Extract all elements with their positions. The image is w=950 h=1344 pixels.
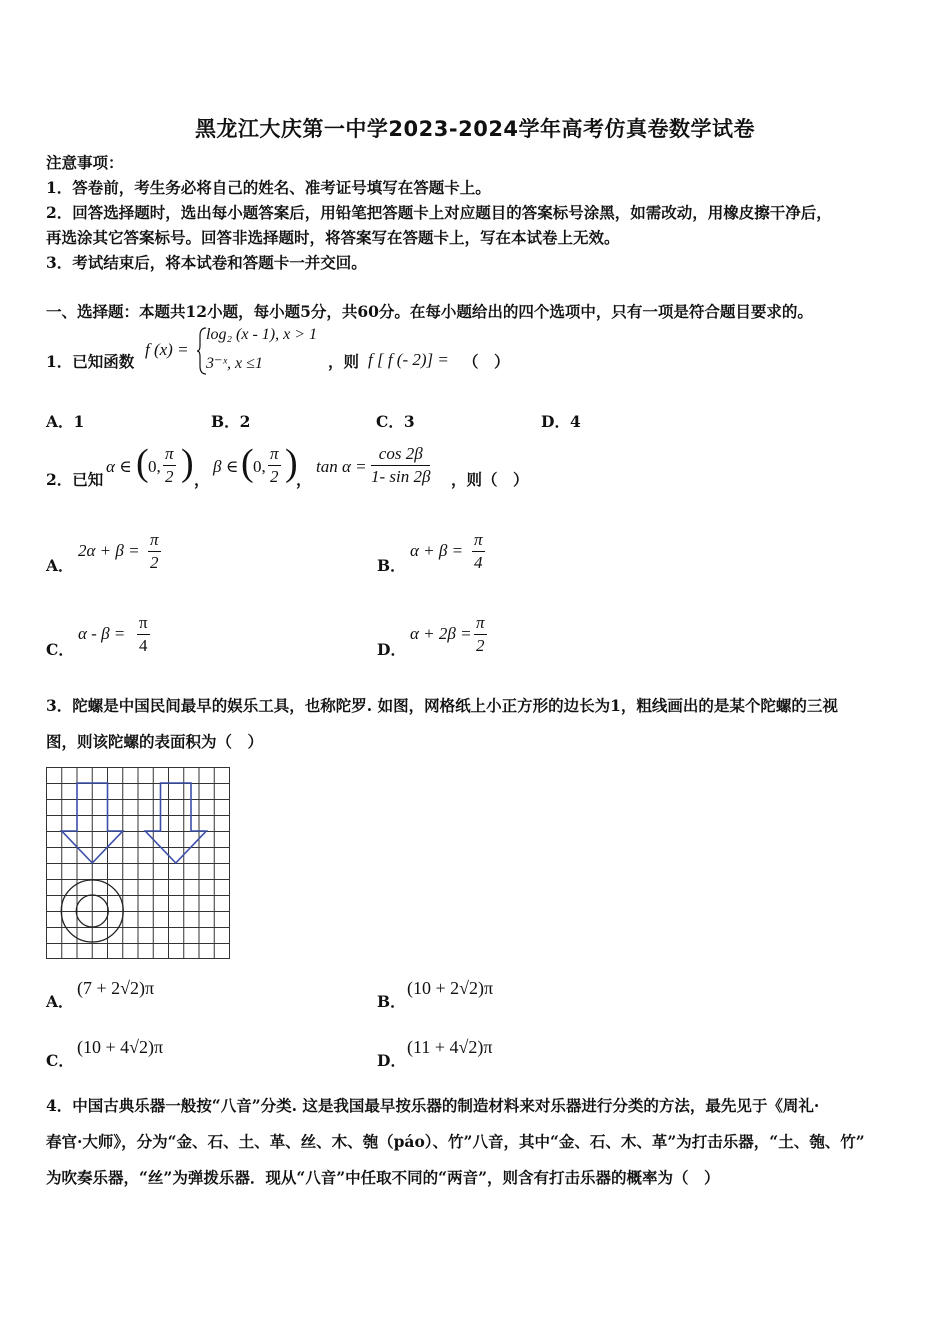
q1-option-b: B．2 bbox=[211, 412, 251, 431]
q2-option-a: A． bbox=[46, 556, 74, 575]
q1-fx: f (x) = bbox=[145, 340, 189, 359]
q2-comma: ， bbox=[194, 470, 210, 489]
q2-paren-left: ( bbox=[136, 442, 149, 484]
q2-option-d: D． bbox=[377, 640, 406, 659]
q3-text: 3．陀螺是中国民间最早的娱乐工具，也称陀罗. 如图，网格纸上小正方形的边长为1，粗线画出的是某个陀螺的三视 图，则该陀螺的表面积为（ ） bbox=[46, 696, 838, 751]
q4-text: 4．中国古典乐器一般按“八音”分类. 这是我国最早按乐器的制造材料来对乐器进行分类的方法，最先见于《周礼· 春官·大师》，分为“金、石、土、革、丝、木、匏（páo）、竹”八音，其中“金、石、木、革”为打击乐器，“土、匏、竹” 为吹奏乐器，“丝”为弹拨乐器．现从“八音”中任取不同的“两音”，则含有打击乐器的概率为（ ） bbox=[46, 1096, 865, 1187]
q1-option-a: A．1 bbox=[46, 412, 85, 431]
notice-heading: 注意事项： bbox=[46, 153, 124, 172]
q3-option-a: A． bbox=[46, 992, 74, 1011]
q3-option-d-expr: (11 + 4√2)π bbox=[407, 1037, 493, 1057]
q2-option-d-lhs: α + 2β = bbox=[410, 624, 472, 643]
notice-item: 2．回答选择题时，选出每小题答案后，用铅笔把答题卡上对应题目的答案标号涂黑，如需改动，用橡皮擦干净后， bbox=[46, 203, 832, 222]
q1-case2: 3⁻ˣ, x ≤1 bbox=[206, 355, 263, 372]
q1-then: ，则 bbox=[328, 352, 360, 371]
q2-alpha: α ∈ bbox=[106, 457, 132, 476]
three-view-figure bbox=[46, 767, 230, 959]
q2-paren-right: ) bbox=[181, 442, 194, 484]
q2-option-a-frac: $\frac{\pi}{2}$ bbox=[150, 530, 159, 572]
q2-interval-left: 0, bbox=[253, 457, 266, 476]
q2-tan: tan α = bbox=[316, 457, 367, 476]
q2-interval-left: 0, bbox=[148, 457, 161, 476]
q3-option-d: D． bbox=[377, 1051, 406, 1070]
notice-item: 3．考试结束后，将本试卷和答题卡一并交回。 bbox=[46, 253, 367, 272]
q1-option-c: C．3 bbox=[376, 412, 415, 431]
q2-then: ，则（ ） bbox=[451, 470, 529, 489]
q1-option-d: D．4 bbox=[541, 412, 581, 431]
q1-prefix: 1．已知函数 bbox=[46, 352, 135, 371]
q2-option-c-frac: $\frac{\pi}{4}$ bbox=[139, 613, 148, 655]
q3-option-b-expr: (10 + 2√2)π bbox=[407, 978, 494, 998]
q3-option-c: C． bbox=[46, 1051, 74, 1070]
q2-beta: β ∈ bbox=[213, 457, 239, 476]
q2-paren-right: ) bbox=[285, 442, 298, 484]
notice-item: 再选涂其它答案标号。回答非选择题时，将答案写在答题卡上，写在本试卷上无效。 bbox=[46, 228, 620, 247]
q2-alpha-frac: $\frac{\pi}{2}$ bbox=[165, 444, 174, 486]
section-heading: 一、选择题：本题共12小题，每小题5分，共60分。在每小题给出的四个选项中，只有一项是符合题目要求的。 bbox=[46, 302, 813, 321]
q3-option-b: B． bbox=[377, 992, 406, 1011]
q1-expr: f [ f (- 2)] = bbox=[368, 350, 449, 369]
q2-tan-frac: $\frac{\cos 2\beta}{1- \sin 2\beta}$ bbox=[371, 444, 431, 486]
q2-option-b: B． bbox=[377, 556, 406, 575]
q1-case1: log₂ (x - 1), x > 1 bbox=[206, 326, 317, 343]
q3-option-a-expr: (7 + 2√2)π bbox=[77, 978, 155, 998]
q3-option-c-expr: (10 + 4√2)π bbox=[77, 1037, 164, 1057]
q2-option-b-frac: $\frac{\pi}{4}$ bbox=[474, 530, 483, 572]
q2-option-b-lhs: α + β = bbox=[410, 541, 464, 560]
q2-option-d-frac: $\frac{\pi}{2}$ bbox=[476, 613, 485, 655]
page-title: 黑龙江大庆第一中学2023-2024学年高考仿真卷数学试卷 bbox=[194, 117, 756, 141]
q2-prefix: 2．已知 bbox=[46, 470, 104, 489]
q2-beta-frac: $\frac{\pi}{2}$ bbox=[270, 444, 279, 486]
q1-paren: （ ） bbox=[463, 352, 510, 371]
q2-option-a-lhs: 2α + β = bbox=[78, 541, 140, 560]
q2-comma: ， bbox=[296, 470, 312, 489]
q2-option-c: C． bbox=[46, 640, 74, 659]
q2-paren-left: ( bbox=[241, 442, 254, 484]
notice-item: 1．答卷前，考生务必将自己的姓名、准考证号填写在答题卡上。 bbox=[46, 178, 491, 197]
q2-option-c-lhs: α - β = bbox=[78, 624, 126, 643]
